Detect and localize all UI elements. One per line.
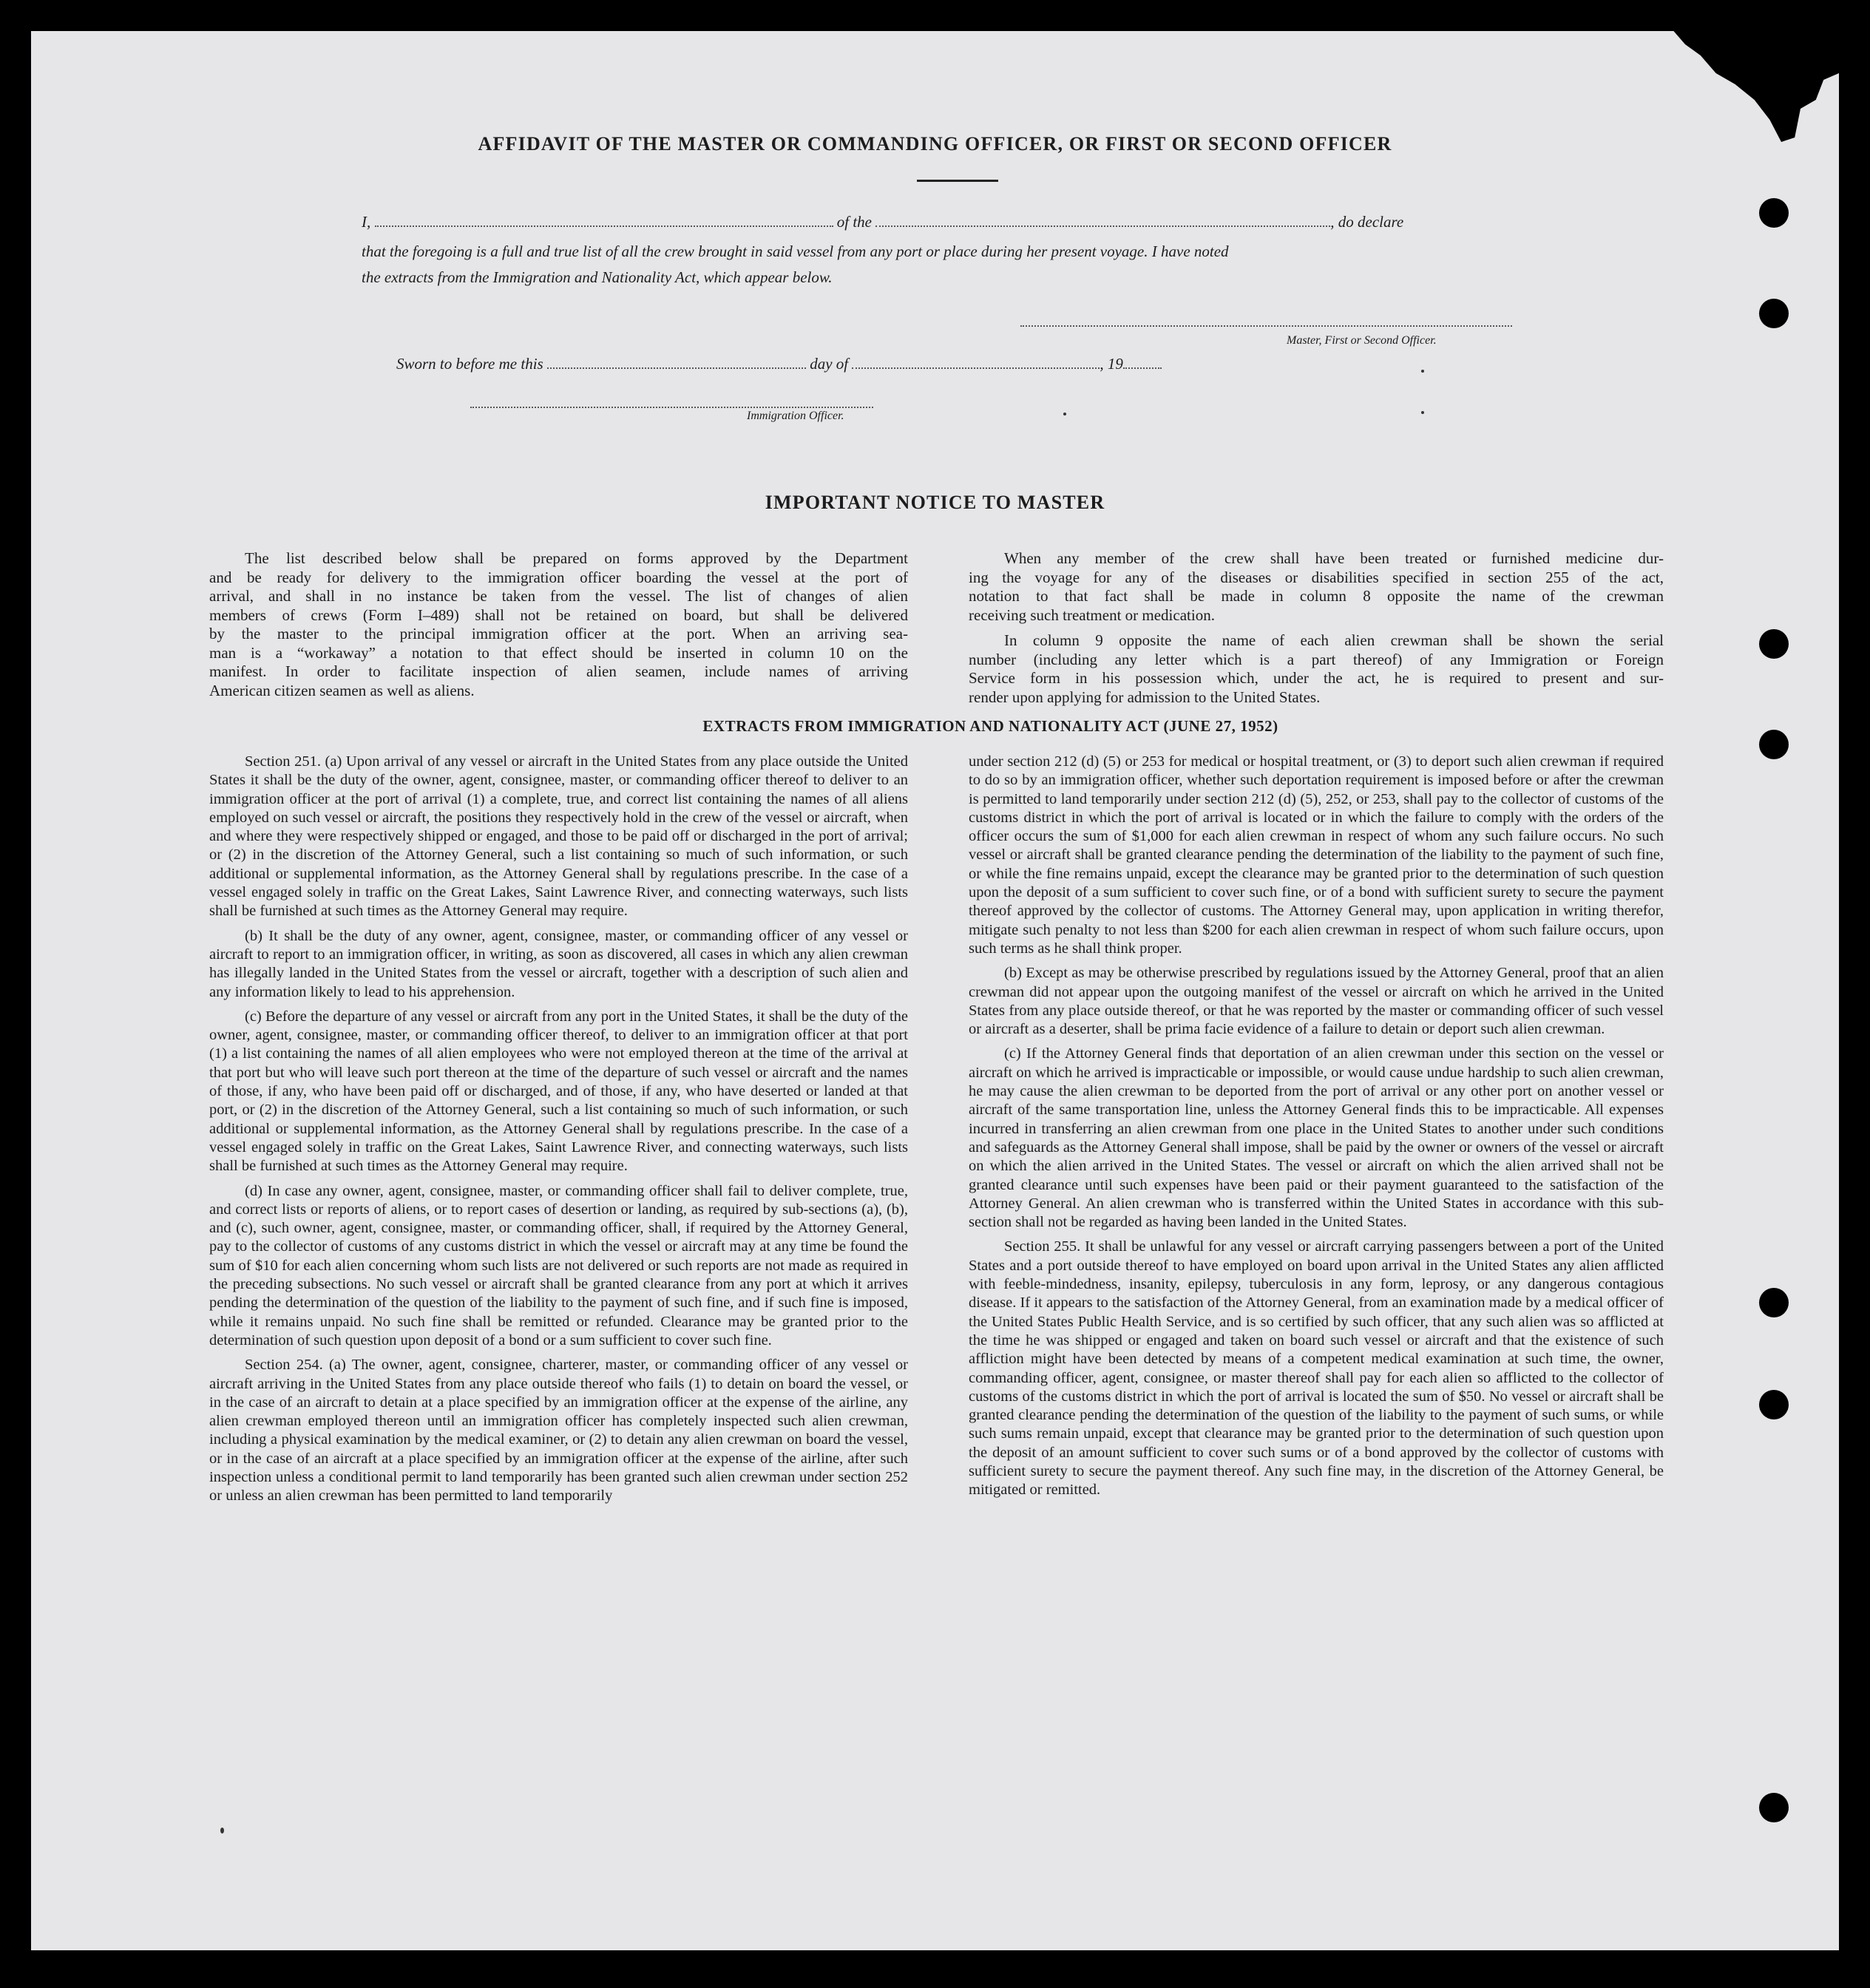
notice-left-line: man is a “workaway” a notation to that effect should be inserted in column 10 on the [209, 643, 908, 662]
scan-speck [1063, 413, 1066, 415]
notice-right-column [969, 549, 1664, 707]
punch-hole [1759, 1793, 1789, 1822]
punch-hole [1759, 1390, 1789, 1419]
punch-hole [1759, 1288, 1789, 1317]
extract-paragraph: (c) Before the departure of any vessel or aircraft from any port in the United States, it shall be the duty of the owner, agent, consignee, master, or commanding officer thereof, to deliver to an immigration officer at that port (1) a list containing the names of all alien employees who were not employed thereon at the time of the arrival at that port but who will leave such port thereon at the time of the departure of such vessel or aircraft and the names of those, if any, who have been paid off or discharged, and of those, if any, who have deserted or landed at that port, or (2) in the discretion of the Attorney General, such a list containing so much of such information, or such additional or supplemental information, as the Attorney General shall by regulations prescribe. In the case of a vessel engaged solely in traffic on the Great Lakes, Saint Lawrence River, and connecting waterways, such lists shall be furnished at such times as the Attorney General may require. [209, 1008, 908, 1175]
extracts-right-column [969, 753, 1664, 1506]
sworn-line [396, 355, 1284, 373]
notice-right-line: notation to that fact shall be made in column 8 opposite the name of the crewman [969, 587, 1664, 605]
scan-speck [1421, 411, 1424, 414]
day-of-label: day of [810, 355, 849, 373]
notice-left-line: and be ready for delivery to the immigration officer boarding the vessel at the port of [209, 568, 908, 586]
notice-right-line: number (including any letter which is a part thereof) of any Immigration or Foreign [969, 650, 1664, 668]
affidavit-title: AFFIDAVIT OF THE MASTER OR COMMANDING OFFICER, OR FIRST OR SECOND OFFICER [478, 133, 1392, 155]
officer-caption: Immigration Officer. [747, 410, 844, 422]
extract-paragraph: Section 254. (a) The owner, agent, consignee, charterer, master, or commanding officer of any vessel or aircraft arriving in the United States from any place outside thereof who fails (1) to detain on board the vessel, or in the case of an aircraft to detain at a place specified by an immigration officer at the expense of the airline, any alien crewman employed thereon until an immigration officer has completely inspected such alien crewman, including a physical examination by the medical examiner, or (2) to detain any alien crewman on board the vessel, or in the case of an aircraft at a place specified by an immigration officer at the expense of the airline, after such inspection unless a conditional permit to land temporarily has been granted such alien crewman under section 252 or unless an alien crewman has been permitted to land temporarily [209, 1357, 908, 1504]
notice-right-line: ing the voyage for any of the diseases or disabilities specified in section 255 of the act, [969, 568, 1664, 586]
extracts-left-column [209, 753, 908, 1512]
master-signature-caption: Master, First or Second Officer. [1287, 334, 1437, 347]
notice-left-line: The list described below shall be prepared on forms approved by the Department [245, 549, 908, 567]
scan-speck [1421, 370, 1424, 373]
sworn-year-field[interactable] [1123, 367, 1162, 369]
extract-paragraph: (d) In case any owner, agent, consignee, master, or commanding officer shall fail to deliver complete, true, and correct lists or reports of aliens, or to report cases of desertion or landing, as required by sub-sections (a), (b), and (c), such owner, agent, consignee, master, or commanding officer, shall, if required by the Attorney General, pay to the collector of customs of any customs district in which the vessel or aircraft may at any time be found the sum of $10 for each alien concerning whom such lists are not delivered or such reports are not made as required in the preceding subsections. No such vessel or aircraft shall be granted clearance from any port at which it arrives pending the determination of the question of the liability to the payment of such fine, and if such fine is imposed, while it remains unpaid. No such fine shall be remitted or refunded. Clearance may be granted prior to the determination of such question upon deposit of a bond or a sum sufficient to cover such fine. [209, 1182, 908, 1348]
notice-title: IMPORTANT NOTICE TO MASTER [765, 492, 1105, 513]
extract-paragraph: (c) If the Attorney General finds that deportation of an alien crewman under this section on the vessel or aircraft on which he arrived is impracticable or impossible, or would cause undue hardship to such alien crewman, he may cause the alien crewman to be deported from the port of arrival or any other port on another vessel or aircraft of the same transportation line, unless the Attorney General finds this to be impracticable. All expenses incurred in transferring an alien crewman from one place in the United States to another under such conditions and safeguards as the Attorney General shall impose, shall be paid by the owner or owners of the vessel or aircraft on which the alien arrived in the United States. The vessel or aircraft on which the alien arrived shall not be granted clearance until such expenses have been paid or their payment guaranteed to the satisfaction of the Attorney General. An alien crewman who is transferred within the United States in accordance with this sub-section shall not be regarded as having been landed in the United States. [969, 1045, 1664, 1231]
statement-line2: the extracts from the Immigration and Nationality Act, which appear below. [362, 268, 833, 286]
i-label: I, [362, 213, 371, 231]
notice-right-line: receiving such treatment or medication. [969, 605, 1215, 624]
of-the-label: of the [836, 213, 872, 231]
title-rule [917, 180, 998, 182]
notice-right-line: render upon applying for admission to the United States. [969, 688, 1321, 706]
notice-left-line: members of crews (Form I–489) shall not be retained on board, but shall be delivered [209, 605, 908, 624]
extracts-title: EXTRACTS FROM IMMIGRATION AND NATIONALITY ACT (JUNE 27, 1952) [702, 717, 1278, 735]
extract-paragraph: under section 212 (d) (5) or 253 for medical or hospital treatment, or (3) to deport such alien crewman if required to do so by an immigration officer, whether such deportation requirement is imposed before or after the crewman is permitted to land temporarily under section 212 (d) (5), 252, or 253, shall pay to the collector of customs of the customs district in which the port of arrival is located or in which the failure to comply with the orders of the officer occurs the sum of $1,000 for each alien crewman in respect of whom any such failure occurs. No such vessel or aircraft shall be granted clearance pending the determination of the liability to the payment of such fine, or while the fine remains unpaid, except the clearance may be granted prior to the determination of such question upon the deposit of a sum sufficient to cover such fine, or of a bond with sufficient surety to secure the payment thereof approved by the collector of customs. The Attorney General may, upon application in writing therefor, mitigate such penalty to not less than $200 for each alien crewman in respect of whom such failure occurs, upon such terms as he shall think proper. [969, 753, 1664, 957]
notice-right-line: Service form in his possession which, under the act, he is required to present and sur- [969, 669, 1664, 687]
punch-hole [1759, 629, 1789, 659]
sworn-month-field[interactable] [852, 367, 1100, 369]
vessel-field[interactable] [875, 225, 1330, 227]
notice-left-line: American citizen seamen as well as aliens. [209, 681, 475, 699]
sworn-label: Sworn to before me this [396, 355, 543, 373]
scan-speck [220, 1828, 224, 1833]
notice-left-column [209, 549, 908, 700]
declaration-line [362, 213, 1515, 231]
extract-paragraph: Section 251. (a) Upon arrival of any vessel or aircraft in the United States from any place outside the United States it shall be the duty of the owner, agent, consignee, master, or commanding officer thereof to deliver to an immigration officer at the port of arrival (1) a complete, true, and correct list containing the names of all aliens employed on such vessel or aircraft, the positions they respectively hold in the crew of the vessel or aircraft, when and where they were respectively shipped or engaged, and those to be paid off or discharged in the port of arrival; or (2) in the discretion of the Attorney General, such a list containing so much of such information, or such additional or supplemental information, as the Attorney General shall by regulations prescribe. In the case of a vessel engaged solely in traffic on the Great Lakes, Saint Lawrence River, and connecting waterways, such lists shall be furnished at such times as the Attorney General may require. [209, 753, 908, 920]
statement-line1: that the foregoing is a full and true list of all the crew brought in said vessel from any port or place during her present voyage. I have noted [362, 242, 1229, 260]
officer-signature-field[interactable] [470, 407, 873, 408]
notice-right-line: In column 9 opposite the name of each alien crewman shall be shown the serial [1004, 631, 1664, 649]
notice-left-line: manifest. In order to facilitate inspection of alien seamen, include names of arriving [209, 662, 908, 680]
torn-corner [1647, 31, 1839, 142]
punch-hole [1759, 198, 1789, 228]
notice-right-line: When any member of the crew shall have been treated or furnished medicine dur- [1004, 549, 1664, 567]
sworn-day-field[interactable] [547, 367, 806, 369]
master-signature-field[interactable] [1020, 325, 1512, 327]
extract-paragraph: (b) It shall be the duty of any owner, agent, consignee, master, or commanding officer of any vessel or aircraft to report to an immigration officer, in writing, as soon as discovered, all cases in which any alien crewman has illegally landed in the United States from the vessel or aircraft, together with a description of such alien and any information likely to lead to his apprehension. [209, 927, 908, 1000]
name-field[interactable] [375, 225, 833, 227]
extract-paragraph: (b) Except as may be otherwise prescribed by regulations issued by the Attorney General, proof that an alien crewman did not appear upon the outgoing manifest of the vessel or aircraft on which he arrived in the United States from any place outside thereof, or that he was reported by the master or commanding officer of such vessel or aircraft as a deserter, shall be prima facie evidence of a failure to detain or deport such alien crewman. [969, 965, 1664, 1038]
extract-paragraph: Section 255. It shall be unlawful for any vessel or aircraft carrying passengers between a port of the United States and a port outside thereof to have employed on board upon arrival in the United States any alien afflicted with feeble-mindedness, insanity, epilepsy, tuberculosis in any form, leprosy, or any dangerous contagious disease. If it appears to the satisfaction of the Attorney General, from an examination made by a medical officer of the United States Public Health Service, and is so certified by such officer, that any such alien was so afflicted at the time he was shipped or engaged and taken on board such vessel or aircraft and that the existence of such affliction might have been detected by means of a competent medical examination at such time, the owner, commanding officer, agent, consignee, or master thereof shall pay for each alien so afflicted to the collector of customs of the customs district in which the port of arrival is located the sum of $50. No vessel or aircraft shall be granted clearance pending the determination of the question of the liability to the payment of such sums, or while such sums remain unpaid, except that clearance may be granted prior to the determination of such question upon the deposit of an amount sufficient to cover such sums or of a bond approved by the collector of customs with sufficient surety to secure the payment thereof. Any such fine may, in the discretion of the Attorney General, be mitigated or remitted. [969, 1238, 1664, 1499]
notice-left-line: arrival, and shall in no instance be taken from the vessel. The list of changes of alien [209, 587, 908, 605]
declare-label: , do declare [1330, 213, 1404, 231]
punch-hole [1759, 299, 1789, 328]
notice-left-line: by the master to the principal immigration officer at the port. When an arriving sea- [209, 625, 908, 642]
year-label: , 19 [1100, 355, 1123, 373]
